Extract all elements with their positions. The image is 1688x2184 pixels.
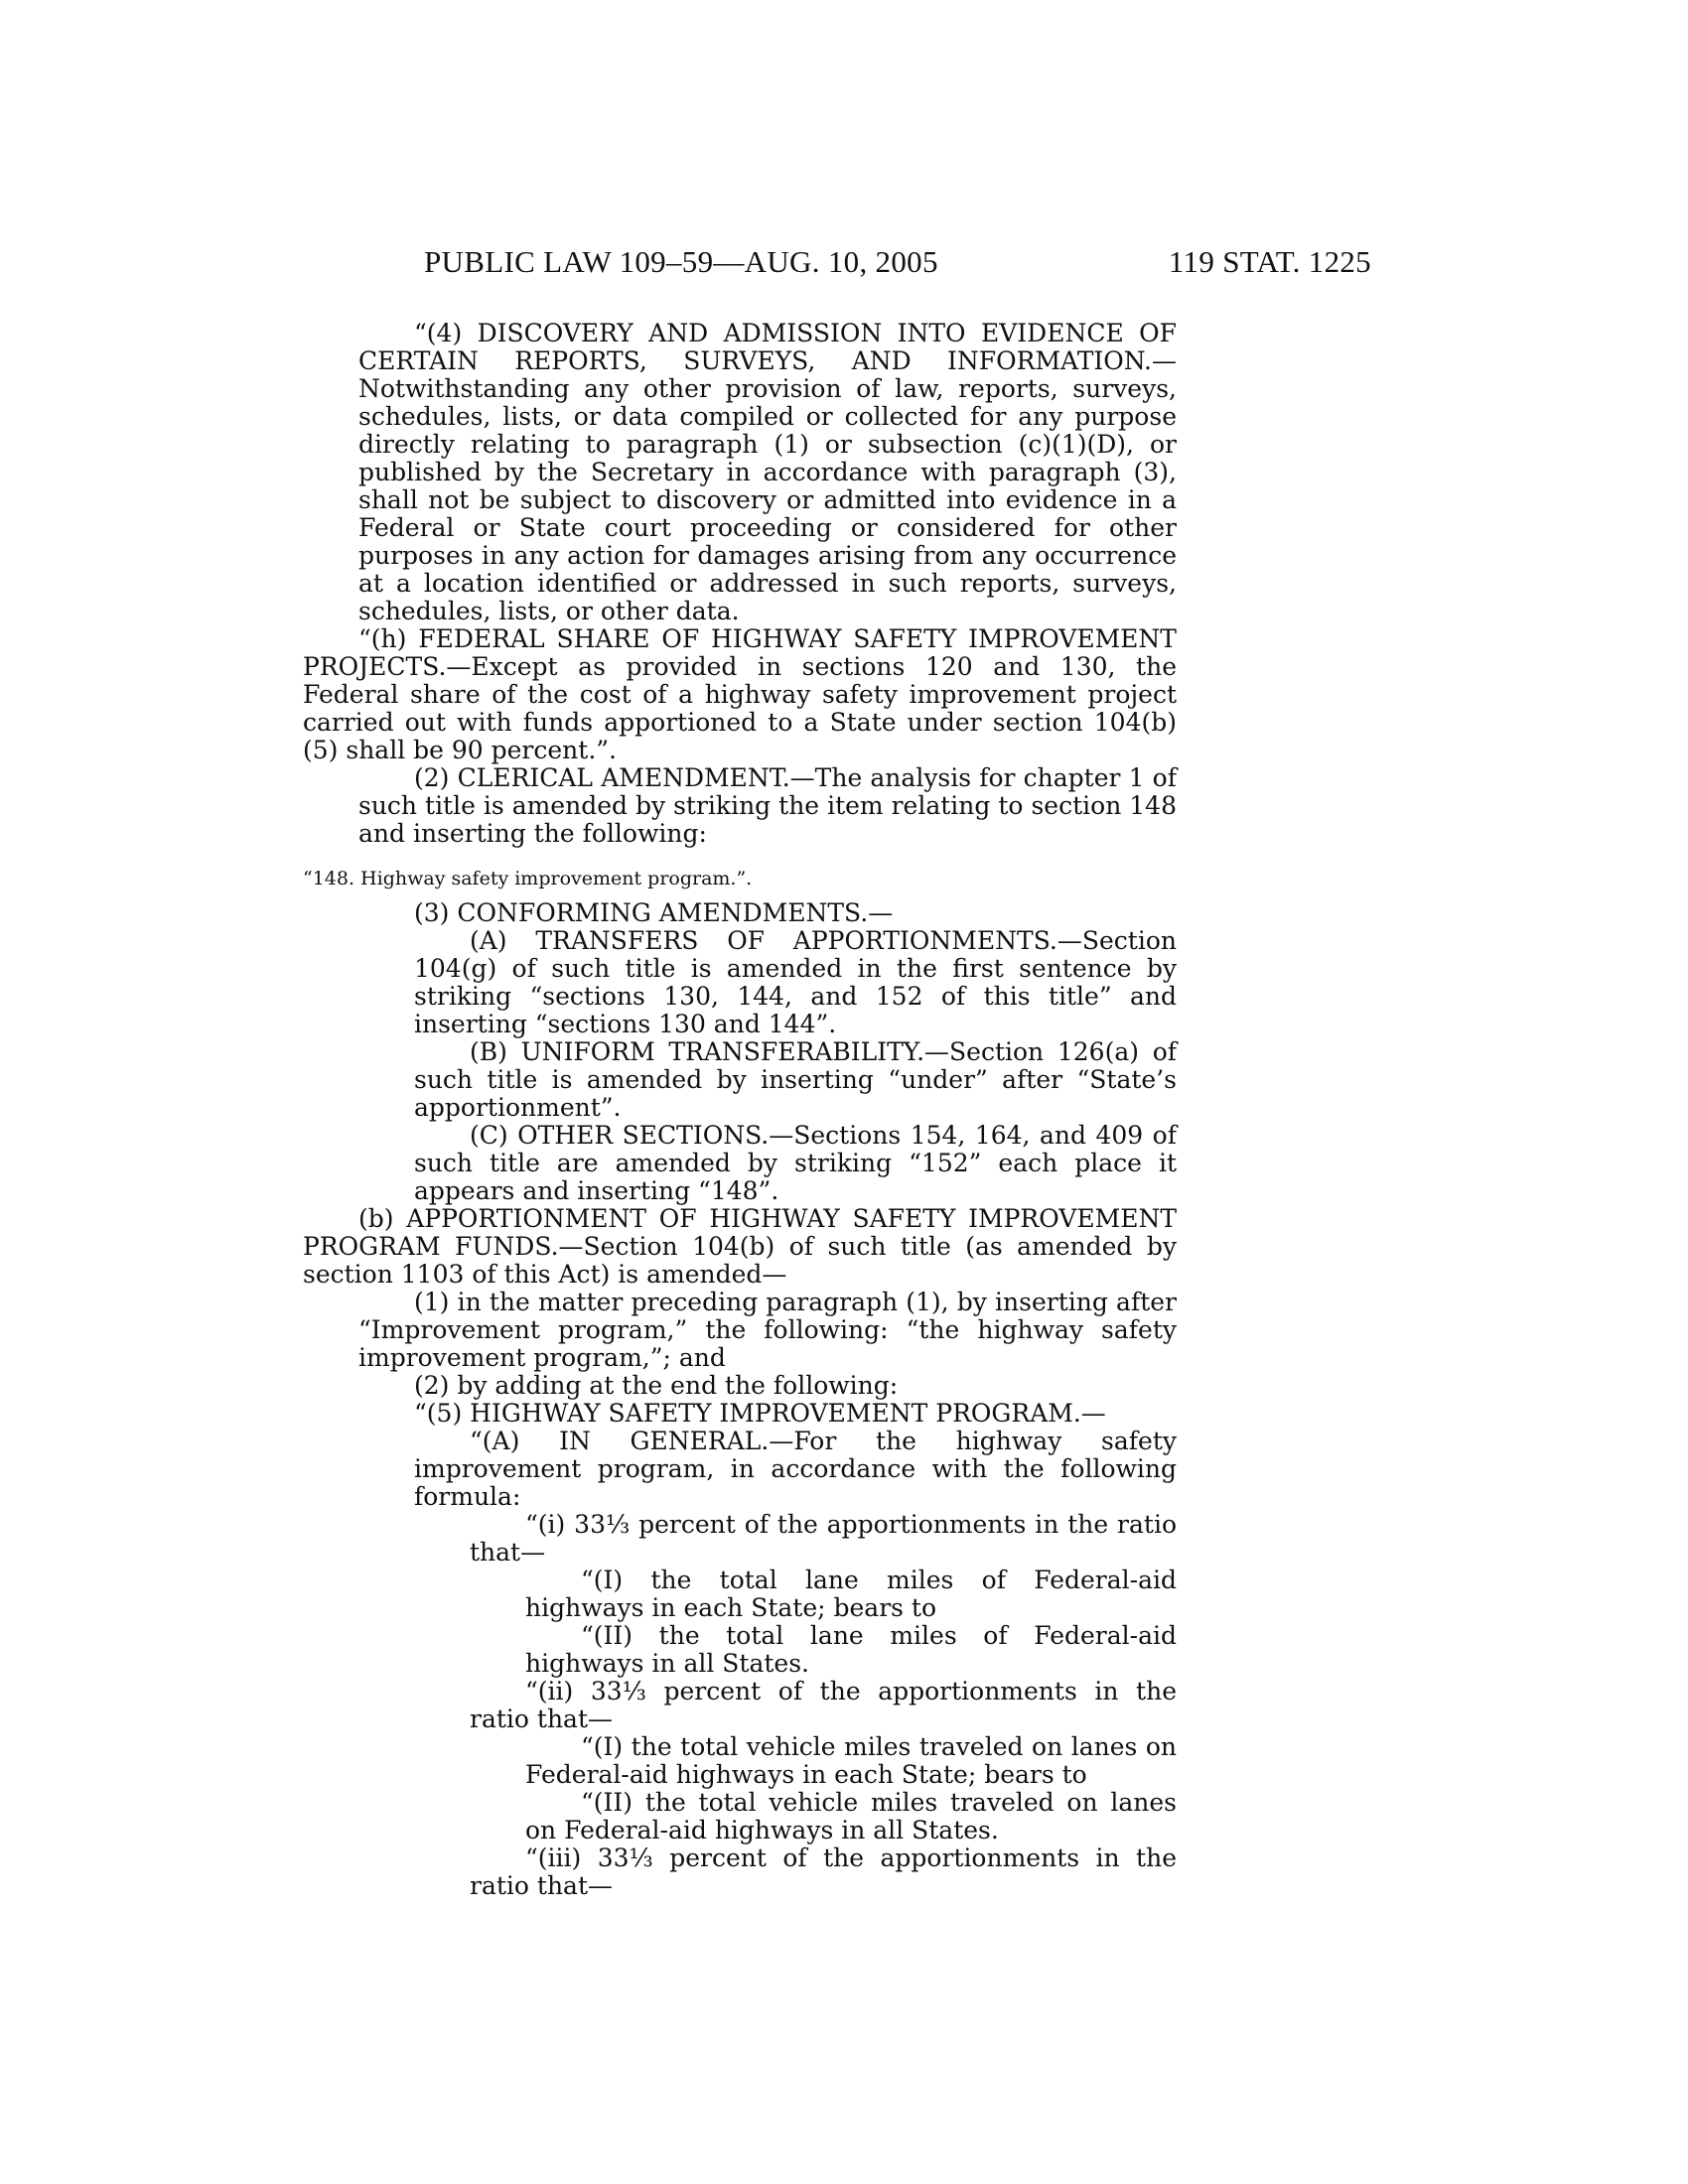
table-of-sections-item: “148. Highway safety improvement program.”. xyxy=(303,868,753,889)
paragraph-ii-vmt: “(ii) 33⅓ percent of the apportionments in the ratio that— xyxy=(470,1677,1177,1733)
paragraph-c-other-sections: (C) OTHER SECTIONS.—Sections 154, 164, and 409 of such title are amended by striking “152” each place it appears and inserting “148”. xyxy=(414,1121,1177,1205)
running-head-title: PUBLIC LAW 109–59—AUG. 10, 2005 xyxy=(424,244,938,279)
paragraph-a-in-general: “(A) IN GENERAL.—For the highway safety improvement program, in accordance with the following formula: xyxy=(414,1427,1177,1511)
paragraph-b-uniform-transferability: (B) UNIFORM TRANSFERABILITY.—Section 126(a) of such title is amended by inserting “under” after “State’s apportionment”. xyxy=(414,1037,1177,1122)
paragraph-clerical-amendment: (2) CLERICAL AMENDMENT.—The analysis for chapter 1 of such title is amended by striking the item relating to section 148 and inserting the following: xyxy=(358,763,1177,848)
clause-ii-2: “(II) the total vehicle miles traveled on lanes on Federal-aid highways in all States. xyxy=(525,1788,1177,1844)
page-header xyxy=(424,244,1371,284)
statute-page-number: 119 STAT. 1225 xyxy=(1168,244,1371,279)
clause-i-2: “(II) the total lane miles of Federal-aid highways in all States. xyxy=(525,1621,1177,1678)
paragraph-2-adding: (2) by adding at the end the following: xyxy=(414,1371,899,1400)
paragraph-i-lane-miles: “(i) 33⅓ percent of the apportionments in the ratio that— xyxy=(470,1510,1177,1567)
paragraph-g4-discovery: “(4) DISCOVERY AND ADMISSION INTO EVIDENCE OF CERTAIN REPORTS, SURVEYS, AND INFORMATION.—Notwithstanding any other provision of law, reports, surveys, schedules, lists, or data compiled or collected for any purpose directly relating to paragraph (1) or subsection (c)(1)(D), or published by the Secretary in accordance with paragraph (3), shall not be subject to discovery or admitted into evidence in a Federal or State court proceeding or considered for other purposes in any action for damages arising from any occurrence at a location identified or addressed in such reports, surveys, schedules, lists, or other data. xyxy=(358,319,1177,625)
paragraph-5-hsip: “(5) HIGHWAY SAFETY IMPROVEMENT PROGRAM.— xyxy=(414,1399,1106,1428)
clause-i-1: “(I) the total lane miles of Federal-aid highways in each State; bears to xyxy=(525,1566,1177,1622)
paragraph-iii: “(iii) 33⅓ percent of the apportionments in the ratio that— xyxy=(470,1843,1177,1900)
paragraph-a-transfers: (A) TRANSFERS OF APPORTIONMENTS.—Section 104(g) of such title is amended in the first sentence by striking “sections 130, 144, and 152 of this title” and inserting “sections 130 and 144”. xyxy=(414,926,1177,1038)
clause-ii-1: “(I) the total vehicle miles traveled on lanes on Federal-aid highways in each State; bears to xyxy=(525,1732,1177,1789)
paragraph-b-apportionment: (b) APPORTIONMENT OF HIGHWAY SAFETY IMPROVEMENT PROGRAM FUNDS.—Section 104(b) of such title (as amended by section 1103 of this Act) is amended— xyxy=(303,1204,1177,1289)
paragraph-1-matter-preceding: (1) in the matter preceding paragraph (1), by inserting after “Improvement program,” the following: “the highway safety improvement program,”; and xyxy=(358,1288,1177,1372)
paragraph-conforming-amendments: (3) CONFORMING AMENDMENTS.— xyxy=(414,898,894,927)
paragraph-h-federal-share: “(h) FEDERAL SHARE OF HIGHWAY SAFETY IMPROVEMENT PROJECTS.—Except as provided in sections 120 and 130, the Federal share of the cost of a highway safety improvement project carried out with funds apportioned to a State under section 104(b)(5) shall be 90 percent.”. xyxy=(303,624,1177,764)
document-body xyxy=(303,320,1177,1900)
